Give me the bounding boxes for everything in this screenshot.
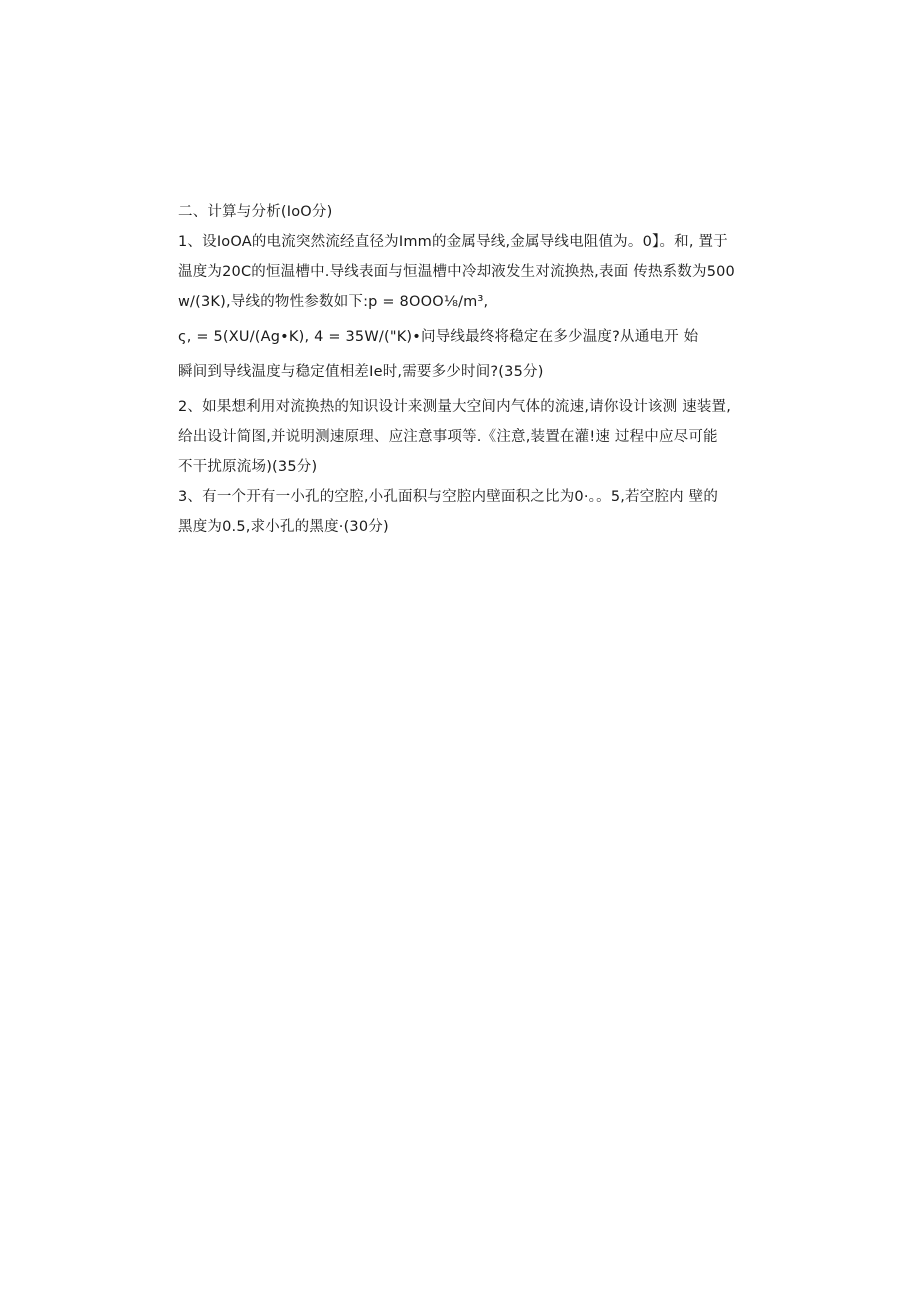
question-1-line-5: 瞬间到导线温度与稳定值相差Ie时,需要多少时间?(35分) bbox=[178, 364, 544, 380]
exam-section bbox=[178, 202, 778, 537]
question-3-line-2: 黑度为0.5,求小孔的黑度·(30分) bbox=[178, 519, 389, 535]
question-2-line-3: 不干扰原流场)(35分) bbox=[178, 459, 318, 475]
question-3 bbox=[178, 487, 778, 537]
question-2-line-1: 2、如果想利用对流换热的知识设计来测量大空间内气体的流速,请你设计该测 速装置, bbox=[178, 399, 732, 415]
question-1-line-2: 温度为20C的恒温槽中.导线表面与恒温槽中冷却液发生对流换热,表面 传热系数为500 bbox=[178, 264, 735, 280]
question-2 bbox=[178, 397, 778, 477]
question-2-line-2: 给出设计简图,并说明测速原理、应注意事项等.《注意,装置在灌!速 过程中应尽可能 bbox=[178, 429, 718, 445]
question-1-line-4: ς, = 5(XU/(Ag•K), 4 = 35W/("K)•问导线最终将稳定在多少温度?从通电开 始 bbox=[178, 329, 699, 345]
question-1-line-3: w/(3K),导线的物性参数如下:p = 8OOO⅛/m³, bbox=[178, 294, 489, 310]
question-1 bbox=[178, 232, 778, 382]
question-1-line-1: 1、设IoOA的电流突然流经直径为Imm的金属导线,金属导线电阻值为。0】。和, 置于 bbox=[178, 234, 728, 250]
section-title: 二、计算与分析(IoO分) bbox=[178, 204, 333, 220]
question-3-line-1: 3、有一个开有一小孔的空腔,小孔面积与空腔内壁面积之比为0·。。5,若空腔内 壁的 bbox=[178, 489, 719, 505]
